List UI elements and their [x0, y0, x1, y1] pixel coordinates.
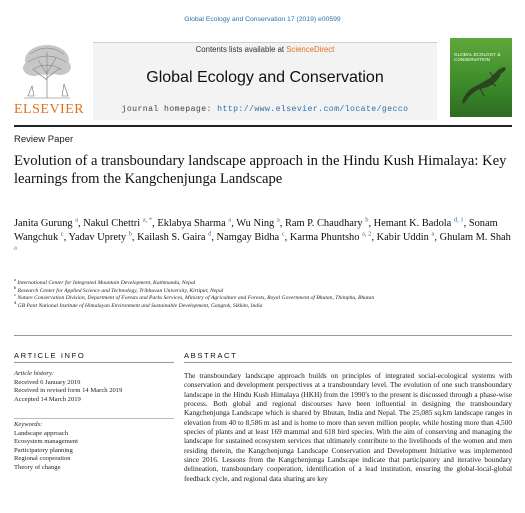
author[interactable] — [374, 218, 464, 229]
author[interactable] — [236, 218, 279, 229]
author-name: Kailash S. Gaira — [137, 231, 206, 243]
author[interactable] — [69, 232, 132, 243]
affiliation-list — [14, 277, 454, 310]
keywords-label: Keywords: — [14, 421, 43, 428]
author-affiliation-marker[interactable]: a — [14, 244, 17, 252]
author-affiliation-marker[interactable]: b — [128, 230, 132, 238]
contents-line — [93, 45, 437, 54]
history-received: Received 6 January 2019 — [14, 378, 81, 386]
keyword: Ecosystem management — [14, 438, 78, 446]
affiliation — [14, 284, 454, 296]
author-name: Ghulam M. Shah — [439, 231, 511, 243]
gecko-icon — [450, 38, 512, 117]
affiliation-marker: a — [14, 277, 16, 283]
author-affiliation-marker[interactable]: b — [365, 216, 369, 224]
author-name: Eklabya Sharma — [157, 218, 226, 229]
publisher-logo[interactable] — [14, 40, 85, 117]
author-affiliation-marker[interactable]: d, 1 — [453, 216, 464, 224]
affiliation-text: International Center for Integrated Mountain Development, Kathmandu, Nepal — [17, 280, 196, 286]
author-name: Nakul Chettri — [83, 218, 141, 229]
author-name: Janita Gurung — [14, 218, 73, 229]
author[interactable] — [157, 218, 231, 229]
author[interactable] — [137, 232, 211, 243]
author-affiliation-marker[interactable]: c — [281, 230, 285, 238]
author-list: Janita Gurung $^a$, Nakul Chettri $^{a, *}$, Eklabya Sharma $^a$, Wu Ning $^a$, Ram P. Chaudhary $^b$, Hemant K. Badola $^{d, 1}$, Sonam Wangchuk $^c$, Yadav Uprety $^b$, Kailash S. Gaira $^d$, Namgay Bidha $^c$, Karma Phuntsho $^{a, 2}$, Kabir Uddin $^a$, Ghulam M. Shah $^a$ — [14, 217, 512, 258]
homepage-url-link[interactable]: http://www.elsevier.com/locate/gecco — [217, 105, 409, 114]
author-name: Karma Phuntsho — [289, 231, 360, 243]
author[interactable] — [290, 232, 372, 243]
article-history — [14, 370, 174, 404]
author[interactable] — [14, 218, 78, 229]
affiliation — [14, 299, 454, 311]
author-affiliation-marker[interactable]: d — [208, 230, 212, 238]
elsevier-wordmark: ELSEVIER — [14, 102, 85, 117]
affiliation-marker: d — [14, 299, 17, 305]
author-name: Wu Ning — [236, 218, 275, 229]
history-label: Article history: — [14, 370, 55, 377]
author-name: Kabir Uddin — [376, 231, 429, 243]
author-affiliation-marker[interactable]: a — [276, 216, 280, 224]
affiliation-text: Nature Conservation Division, Department of Forests and Parks Services, Ministry of Agriculture and Forests, Royal Government of Bhutan, Thimphu, Bhutan — [17, 295, 375, 301]
article-type: Review Paper — [14, 134, 74, 145]
author[interactable] — [83, 218, 152, 229]
homepage-prefix: journal homepage: — [121, 105, 218, 114]
author[interactable] — [377, 232, 435, 243]
keyword: Regional cooperation — [14, 455, 71, 463]
author[interactable] — [217, 232, 285, 243]
affiliation-marker: b — [14, 284, 17, 290]
affiliation-marker: c — [14, 292, 16, 298]
author-affiliation-marker[interactable]: c — [60, 230, 64, 238]
journal-banner — [93, 42, 437, 120]
author-affiliation-marker[interactable]: a — [75, 216, 79, 224]
history-accepted: Accepted 14 March 2019 — [14, 395, 81, 403]
affiliation-text: Research Center for Applied Science and Technology, Tribhuvan University, Kirtipur, Nepal — [17, 287, 224, 294]
affiliation-text: GB Pant National Institute of Himalayan Environment and Sustainable Development, Gangtok, Sikkim, India — [17, 302, 263, 309]
sciencedirect-link[interactable]: ScienceDirect — [286, 45, 335, 54]
author-name: Namgay Bidha — [216, 231, 280, 243]
author-name: Yadav Uprety — [68, 231, 127, 243]
author-affiliation-marker[interactable]: a, 2 — [362, 230, 372, 238]
author[interactable] — [285, 218, 369, 229]
history-revised: Received in revised form 14 March 2019 — [14, 387, 123, 395]
homepage-line — [93, 105, 437, 114]
cover-title: GLOBAL ECOLOGY & CONSERVATION — [454, 52, 501, 63]
tree-icon — [14, 40, 80, 102]
journal-cover-image[interactable] — [450, 38, 512, 117]
author-name: Hemant K. Badola — [373, 218, 452, 229]
section-rule — [14, 335, 512, 336]
author-affiliation-marker[interactable]: a — [228, 216, 232, 224]
abstract-heading: ABSTRACT — [184, 351, 238, 360]
article-title: Evolution of a transboundary landscape approach in the Hindu Kush Himalaya: Key learnings from the Kangchenjunga Landscape — [14, 153, 507, 187]
affiliation — [14, 277, 454, 288]
contents-prefix: Contents lists available at — [195, 45, 287, 54]
header-rule — [14, 125, 512, 127]
keyword: Theory of change — [14, 463, 61, 471]
author-affiliation-marker[interactable]: a, * — [142, 216, 153, 224]
affiliation — [14, 292, 454, 303]
running-header[interactable]: Global Ecology and Conservation 17 (2019) e00599 — [184, 16, 341, 23]
author-name: Sonam Wangchuk — [14, 218, 498, 243]
article-info-rule — [14, 362, 174, 363]
article-info-heading: ARTICLE INFO — [14, 351, 86, 360]
keyword: Participatory planning — [14, 446, 73, 454]
abstract-rule — [184, 362, 512, 363]
journal-title[interactable]: Global Ecology and Conservation — [146, 69, 384, 86]
keyword: Landscape approach — [14, 429, 69, 437]
author-affiliation-marker[interactable]: a — [431, 230, 435, 238]
keywords-rule — [14, 418, 174, 419]
abstract-text: The transboundary landscape approach builds on principles of integrated social-ecological systems with conservation and development perspectives at a transboundary level. The evolution of one such transboundary landscape in the Hindu Kush Himalaya (HKH) from the 1990's to the present is discussed through a phase-wise process. Both global and regional discourses have been influential in designing the transboundary Kangchenjunga Landscape which is shared by Bhutan, India and Nepal. The 25,085 sq.km landscape ranges in elevation from 40 to 8,586 m asl and is home to more than seven million people, while hosting more than 4,500 species of plants and at least 169 mammal and 618 bird species. With the aim of conserving and managing the landscape for sustained ecosystem services that ultimately contribute to the livelihoods of the women and men residing therein, the Kangchenjunga Landscape Conservation and Development Initiative was implemented since 2016. Lessons from the Kangchenjunga Landscape indicate that participatory and iterative boundary delineation, transboundary cooperation, identification of a lead institution, ensuring the global-local-global feedback cycle, and regional data sharing are key — [184, 371, 512, 483]
keywords-block — [14, 421, 174, 473]
author-name: Ram P. Chaudhary — [284, 218, 363, 229]
